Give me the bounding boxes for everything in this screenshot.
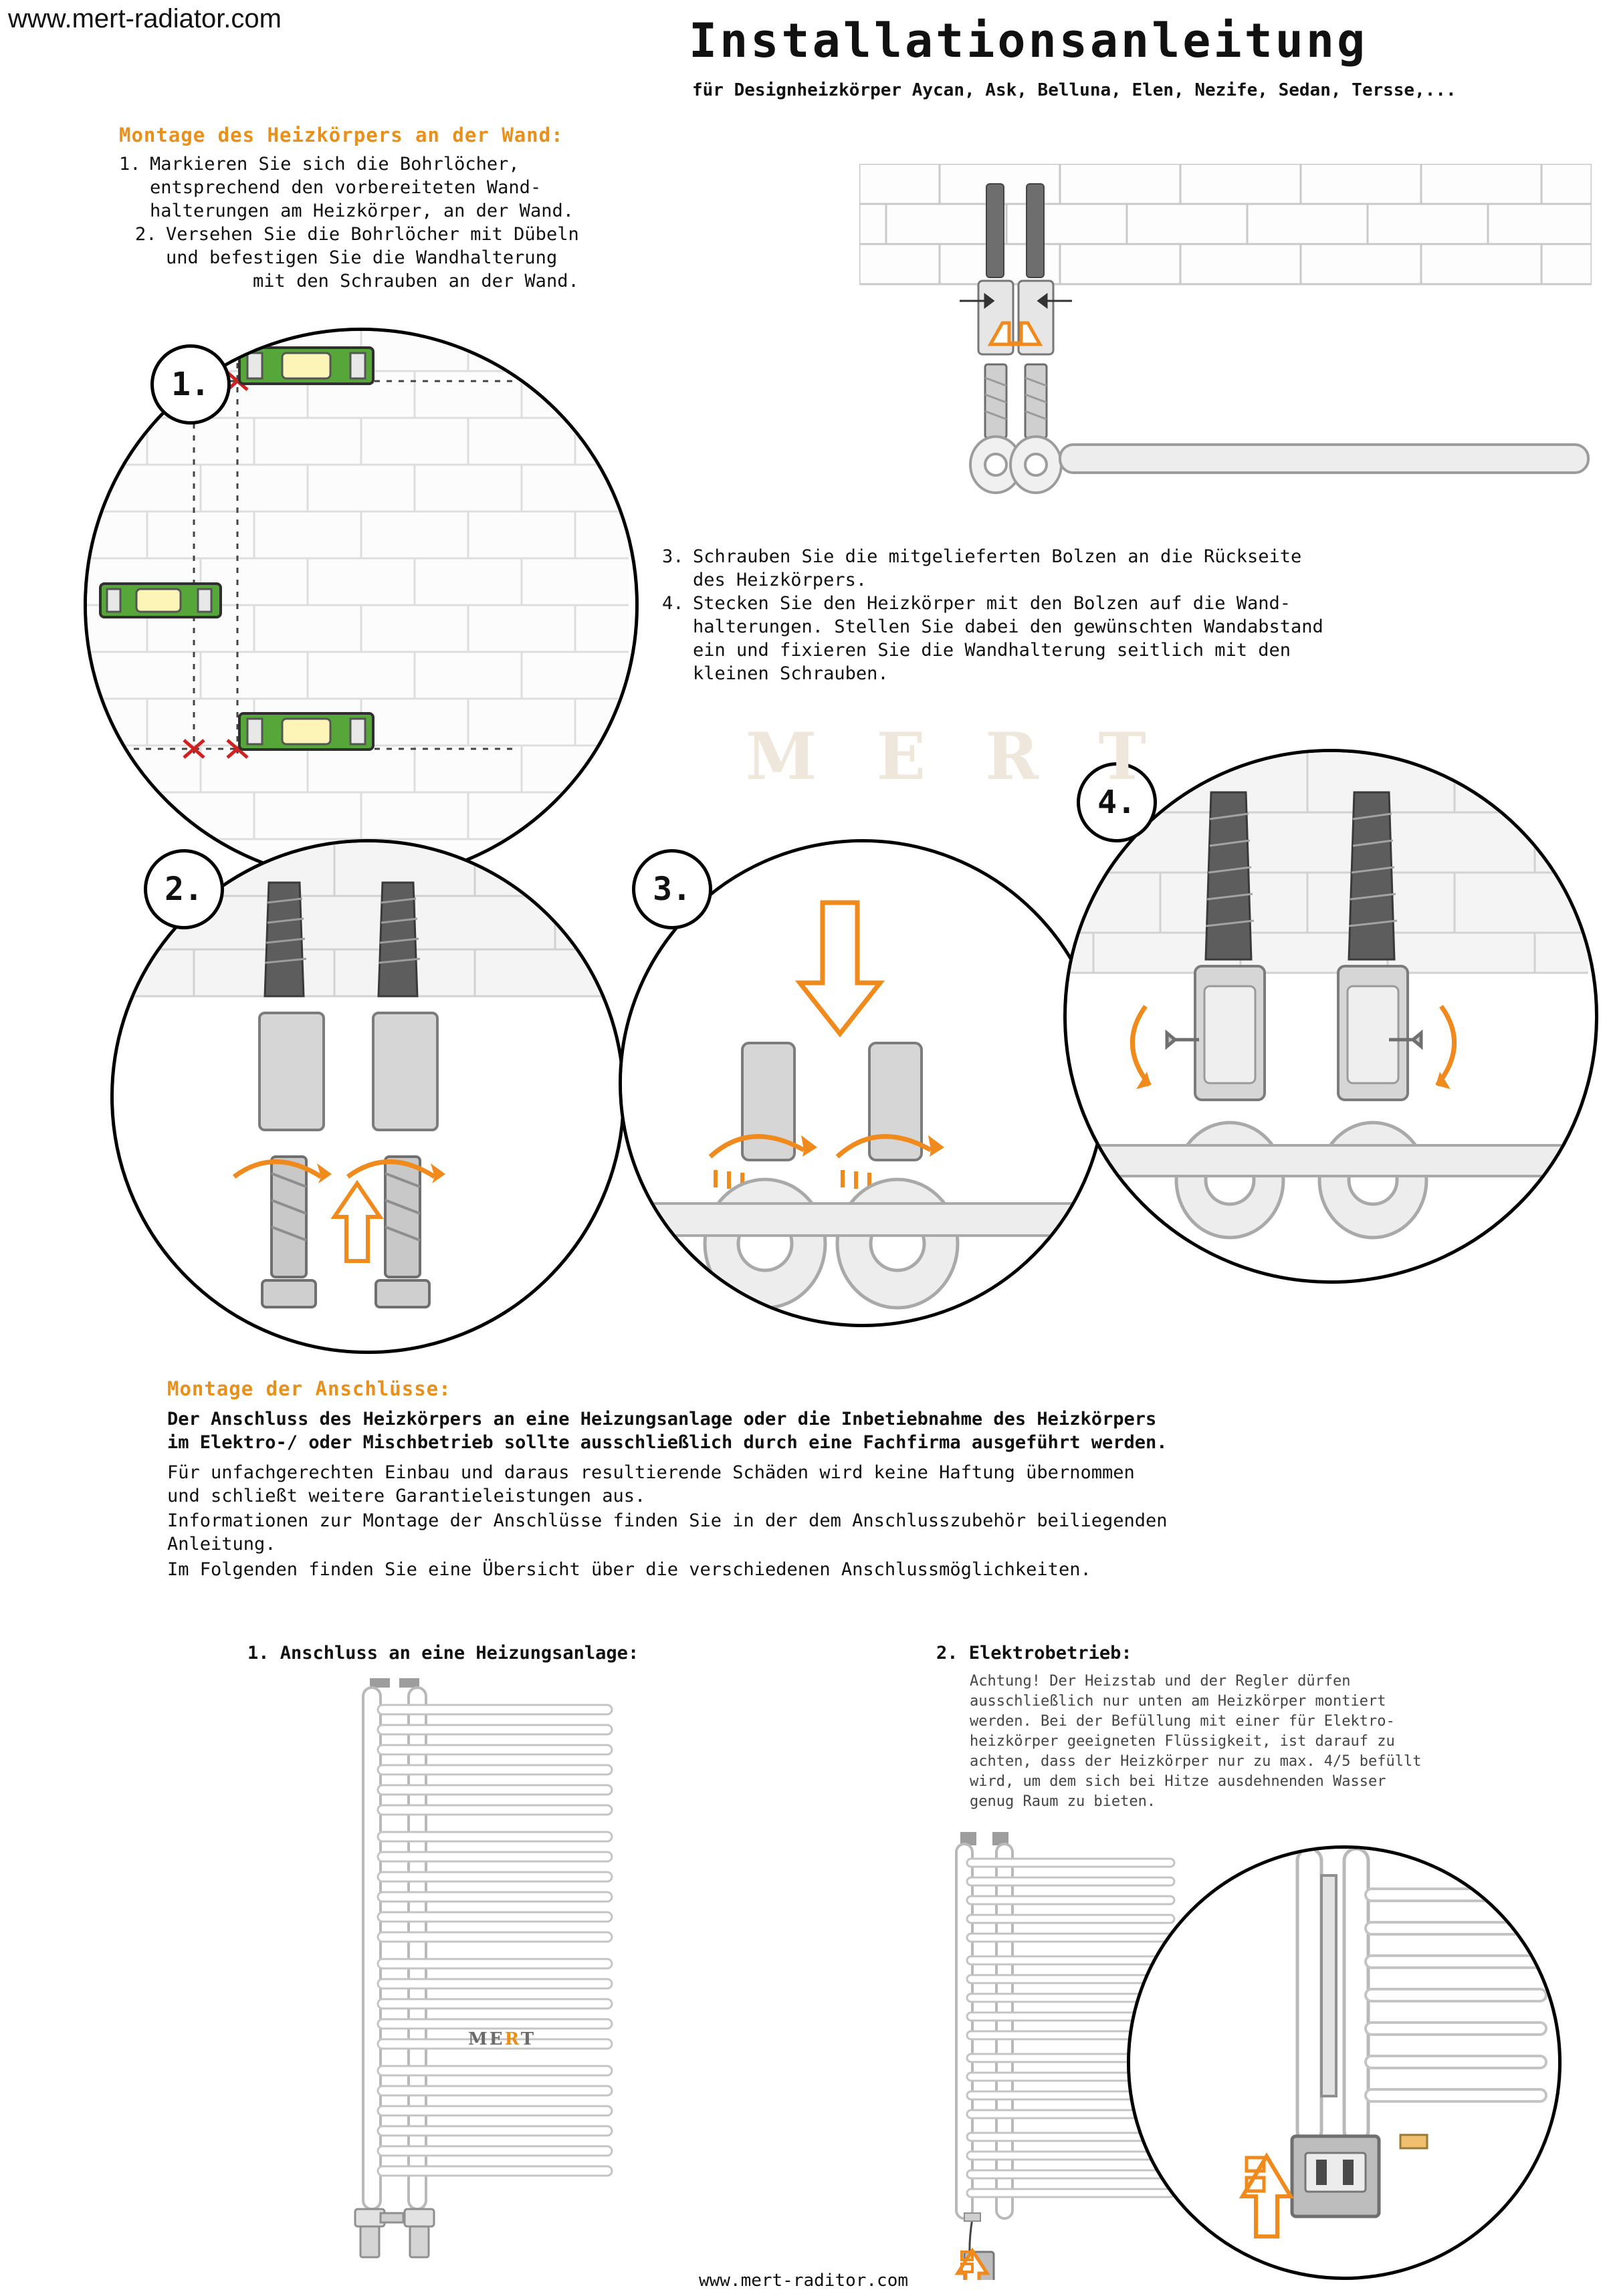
circle-label-1 xyxy=(150,344,231,425)
footer-url: www.mert-raditor.com xyxy=(698,2271,909,2291)
step-2-line-3: mit den Schrauben an der Wand. xyxy=(166,271,579,292)
warning-line-3: werden. Bei der Befüllung mit einer für Elektro- xyxy=(970,1713,1395,1730)
circle-label-3-text: 3. xyxy=(653,871,691,908)
warning-text-block xyxy=(970,1672,1572,1812)
warning-line-6: wird, um dem sich bei Hitze ausdehnenden Wasser xyxy=(970,1773,1386,1790)
connections-p2-line2: und schließt weitere Garantieleistungen aus. xyxy=(167,1486,646,1506)
circle-label-2 xyxy=(144,849,224,929)
steps-left-block xyxy=(119,152,828,293)
step-1-line-2: entsprechend den vorbereiteten Wand- xyxy=(150,177,542,198)
connections-paragraph-3 xyxy=(167,1509,1545,1556)
step-4-line-1: Stecken Sie den Heizkörper mit den Bolzen auf die Wand- xyxy=(693,593,1291,614)
option-2-label: 2. Elektrobetrieb: xyxy=(936,1643,1132,1663)
step-3-number: 3. xyxy=(662,546,684,567)
radiator-diagram-heating-connection xyxy=(311,1678,665,2267)
connections-p2-line1: Für unfachgerechten Einbau und daraus resultierende Schäden wird keine Haftung übernommen xyxy=(167,1462,1135,1483)
warning-line-1: Achtung! Der Heizstab und der Regler dürfen xyxy=(970,1673,1351,1690)
step-2-number: 2. xyxy=(135,224,157,245)
warning-line-5: achten, dass der Heizkörper nur zu max. 4/5 befüllt xyxy=(970,1753,1422,1770)
connections-p3-line1: Informationen zur Montage der Anschlüsse finden Sie in der dem Anschlusszubehör beiliegenden xyxy=(167,1510,1168,1531)
step-4-line-2: halterungen. Stellen Sie dabei den gewünschten Wandabstand xyxy=(693,616,1323,637)
step-1-number: 1. xyxy=(119,154,141,175)
step-3-line-1: Schrauben Sie die mitgelieferten Bolzen an die Rückseite xyxy=(693,546,1302,567)
step-1-line-1: Markieren Sie sich die Bohrlöcher, xyxy=(150,154,520,175)
connections-paragraph-1 xyxy=(167,1407,1545,1454)
circle-label-2-text: 2. xyxy=(165,871,203,908)
top-wall-diagram xyxy=(859,164,1592,511)
illustration-circle-heating-element xyxy=(1127,1845,1562,2280)
step-4-number: 4. xyxy=(662,593,684,614)
circle-label-1-text: 1. xyxy=(171,366,210,403)
section-heading-wall-mount: Montage des Heizkörpers an der Wand: xyxy=(119,124,564,146)
step-4 xyxy=(662,592,1592,685)
circle-label-4-text: 4. xyxy=(1097,784,1136,821)
step-2 xyxy=(135,223,828,293)
warning-line-7: genug Raum zu bieten. xyxy=(970,1793,1156,1810)
connections-p1-line2: im Elektro-/ oder Mischbetrieb sollte ausschließlich durch eine Fachfirma ausgeführt werden. xyxy=(167,1432,1168,1453)
connections-p3-line2: Anleitung. xyxy=(167,1534,276,1555)
watermark-mert: M E R T xyxy=(746,719,1165,794)
step-1 xyxy=(119,152,828,223)
steps-right-block xyxy=(662,545,1592,685)
radiator-logo-left: MERT xyxy=(468,2029,536,2049)
page-title: Installationsanleitung xyxy=(689,13,1368,68)
step-3 xyxy=(662,545,1592,592)
step-4-line-4: kleinen Schrauben. xyxy=(693,663,889,684)
connections-p1-line1: Der Anschluss des Heizkörpers an eine Heizungsanlage oder die Inbetiebnahme des Heizkörpers xyxy=(167,1409,1157,1429)
warning-line-2: ausschließlich nur unten am Heizkörper montiert xyxy=(970,1693,1386,1710)
step-2-line-2: und befestigen Sie die Wandhalterung xyxy=(166,247,558,268)
page-subtitle: für Designheizkörper Aycan, Ask, Belluna, Elen, Nezife, Sedan, Tersse,... xyxy=(692,80,1457,100)
option-1-label: 1. Anschluss an eine Heizungsanlage: xyxy=(247,1643,639,1663)
connections-paragraph-4 xyxy=(167,1558,1545,1581)
warning-line-4: heizkörper geeigneten Flüssigkeit, ist darauf zu xyxy=(970,1733,1395,1750)
circle-label-3 xyxy=(632,849,712,929)
step-3-line-2: des Heizkörpers. xyxy=(693,570,867,590)
connections-p4-line1: Im Folgenden finden Sie eine Übersicht über die verschiedenen Anschlussmöglichkeiten. xyxy=(167,1559,1091,1580)
step-1-line-3: halterungen am Heizkörper, an der Wand. xyxy=(150,201,574,221)
step-2-line-1: Versehen Sie die Bohrlöcher mit Dübeln xyxy=(166,224,579,245)
site-url: www.mert-radiator.com xyxy=(8,4,282,33)
section-heading-connections: Montage der Anschlüsse: xyxy=(167,1377,451,1400)
step-4-line-3: ein und fixieren Sie die Wandhalterung seitlich mit den xyxy=(693,640,1291,661)
connections-paragraph-2 xyxy=(167,1461,1545,1508)
